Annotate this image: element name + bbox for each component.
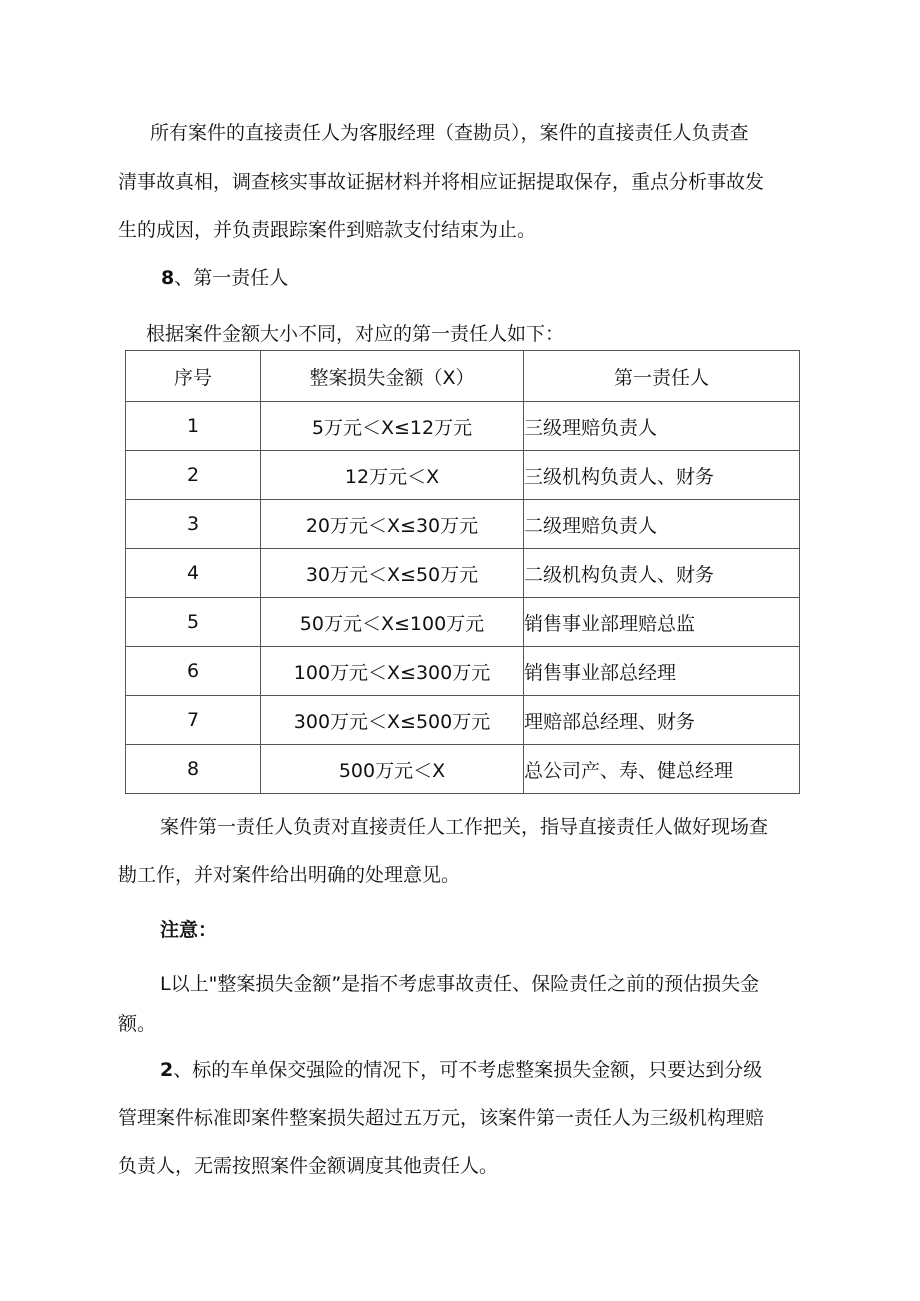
paragraph-2-line-1: 案件第一责任人负责对直接责任人工作把关，指导直接责任人做好现场查 [160,816,769,838]
section-number: 8 [161,267,175,289]
header-amount: 整案损失金额（X） [261,351,524,402]
paragraph-1-line-2: 清事故真相，调查核实事故证据材料并将相应证据提取保存，重点分析事故发 [118,171,765,193]
table-row [126,451,800,500]
note-1-line-2: 额。 [118,1013,157,1035]
header-number: 序号 [126,351,261,402]
row-person: 三级机构负责人、财务 [524,451,800,500]
table-row [126,598,800,647]
row-amount: 300万元＜X≤500万元 [261,696,524,745]
row-number: 7 [126,696,261,745]
table-row [126,647,800,696]
row-person: 销售事业部理赔总监 [524,598,800,647]
table-row [126,500,800,549]
row-number: 6 [126,647,261,696]
table-row [126,745,800,794]
header-person: 第一责任人 [524,351,800,402]
row-number: 8 [126,745,261,794]
note-title: 注意： [160,919,218,941]
row-person: 销售事业部总经理 [524,647,800,696]
note-2-line-2: 管理案件标准即案件整案损失超过五万元，该案件第一责任人为三级机构理赔 [118,1107,765,1129]
paragraph-2-line-2: 勘工作，并对案件给出明确的处理意见。 [118,864,461,886]
row-number: 1 [126,402,261,451]
row-amount: 30万元＜X≤50万元 [261,549,524,598]
row-amount: 5万元＜X≤12万元 [261,402,524,451]
table-row [126,696,800,745]
row-person: 总公司产、寿、健总经理 [524,745,800,794]
row-number: 4 [126,549,261,598]
paragraph-1-line-1: 所有案件的直接责任人为客服经理（查勘员），案件的直接责任人负责查 [150,122,749,144]
row-amount: 500万元＜X [261,745,524,794]
paragraph-1-line-3: 生的成因，并负责跟踪案件到赔款支付结束为止。 [118,219,537,241]
note-2-line-1 [160,1058,762,1082]
table-row [126,402,800,451]
note-2-text: 、标的车单保交强险的情况下，可不考虑整案损失金额，只要达到分级 [173,1059,763,1081]
row-amount: 12万元＜X [261,451,524,500]
note-2-line-3: 负责人，无需按照案件金额调度其他责任人。 [118,1155,499,1177]
table-row [126,549,800,598]
row-person: 二级机构负责人、财务 [524,549,800,598]
table-header-row [126,351,800,402]
row-amount: 20万元＜X≤30万元 [261,500,524,549]
section-title: 、第一责任人 [174,267,289,289]
responsibility-table [125,350,800,794]
row-person: 三级理赔负责人 [524,402,800,451]
row-number: 3 [126,500,261,549]
note-1-line-1: L以上"整案损失金额”是指不考虑事故责任、保险责任之前的预估损失金 [160,973,760,995]
note-2-number: 2 [160,1059,174,1081]
row-amount: 50万元＜X≤100万元 [261,598,524,647]
row-number: 5 [126,598,261,647]
row-amount: 100万元＜X≤300万元 [261,647,524,696]
row-number: 2 [126,451,261,500]
table-intro: 根据案件金额大小不同，对应的第一责任人如下： [146,323,565,345]
row-person: 理赔部总经理、财务 [524,696,800,745]
row-person: 二级理赔负责人 [524,500,800,549]
section-heading [161,266,288,290]
